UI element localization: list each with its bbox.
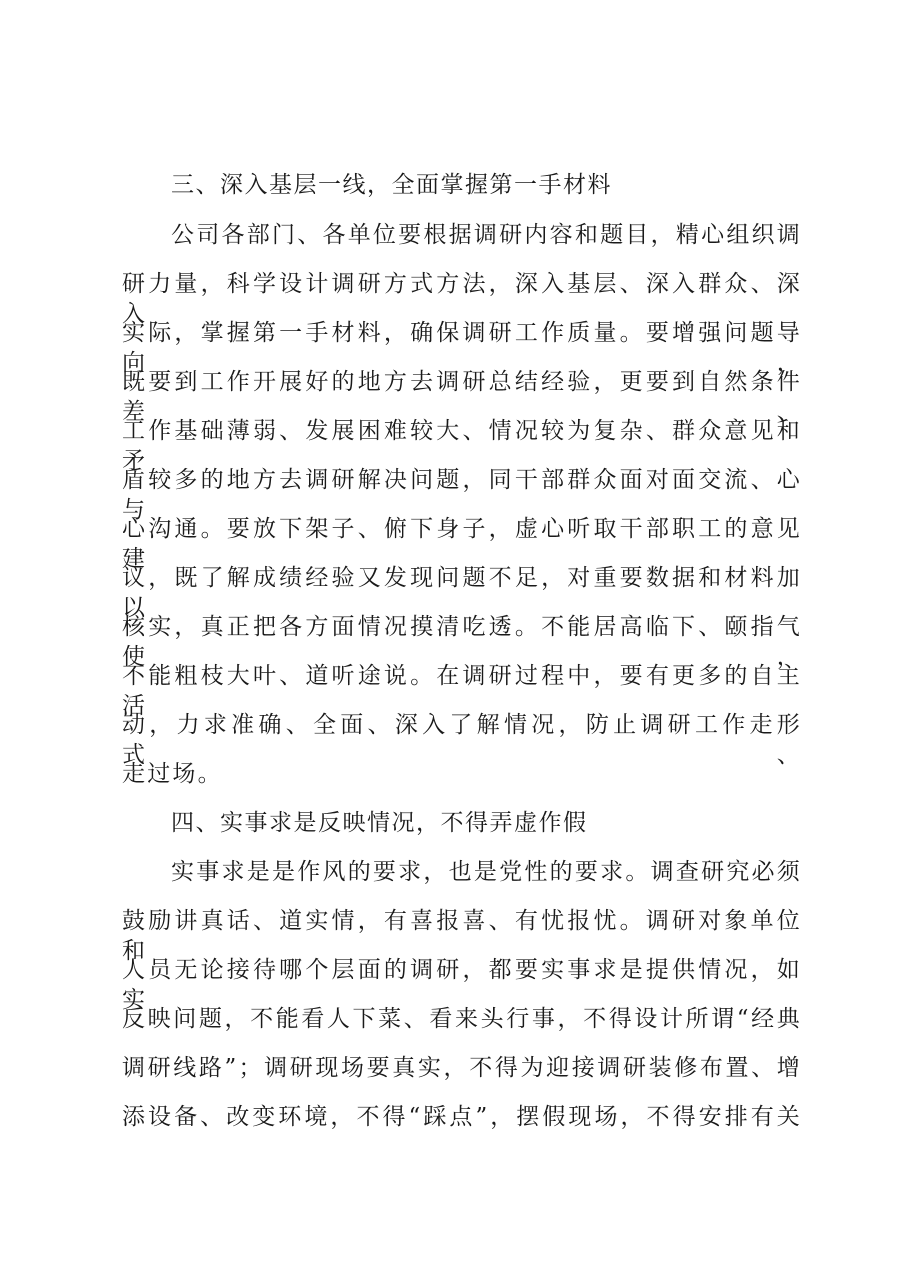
paragraph-line: 鼓励讲真话、道实情，有喜报喜、有忧报忧。调研对象单位和 — [122, 908, 802, 964]
paragraph-line: 动，力求准确、全面、深入了解情况，防止调研工作走形式、 — [122, 712, 802, 768]
paragraph-line: 实事求是是作风的要求，也是党性的要求。调查研究必须 — [171, 859, 802, 885]
paragraph-line: 既要到工作开展好的地方去调研总结经验，更要到自然条件差、 — [122, 369, 802, 425]
paragraph-line: 研力量，科学设计调研方式方法，深入基层、深入群众、深入 — [122, 271, 802, 327]
section-3-heading: 三、深入基层一线，全面掌握第一手材料 — [171, 172, 612, 198]
paragraph-line: 人员无论接待哪个层面的调研，都要实事求是提供情况，如实 — [122, 957, 802, 1013]
paragraph-line: 调研线路”；调研现场要真实，不得为迎接调研装修布置、增 — [122, 1055, 802, 1081]
paragraph-line: 心沟通。要放下架子、俯下身子，虚心听取干部职工的意见建 — [122, 516, 802, 572]
paragraph-line: 核实，真正把各方面情况摸清吃透。不能居高临下、颐指气使， — [122, 614, 802, 670]
paragraph-line: 实际，掌握第一手材料，确保调研工作质量。要增强问题导向， — [122, 320, 802, 376]
paragraph-line: 盾较多的地方去调研解决问题，同干部群众面对面交流、心与 — [122, 467, 802, 523]
paragraph-line: 添设备、改变环境，不得“踩点”，摆假现场，不得安排有关 — [122, 1104, 802, 1130]
paragraph-line: 反映问题，不能看人下菜、看来头行事，不得设计所谓“经典 — [122, 1006, 802, 1032]
paragraph-line: 公司各部门、各单位要根据调研内容和题目，精心组织调 — [171, 222, 802, 248]
paragraph-line: 不能粗枝大叶、道听途说。在调研过程中，要有更多的自主活 — [122, 663, 802, 719]
section-4-heading: 四、实事求是反映情况，不得弄虚作假 — [171, 810, 588, 836]
paragraph-line: 走过场。 — [122, 761, 223, 787]
paragraph-line: 工作基础薄弱、发展困难较大、情况较为复杂、群众意见和矛 — [122, 418, 802, 474]
paragraph-line: 议，既了解成绩经验又发现问题不足，对重要数据和材料加以 — [122, 565, 802, 621]
